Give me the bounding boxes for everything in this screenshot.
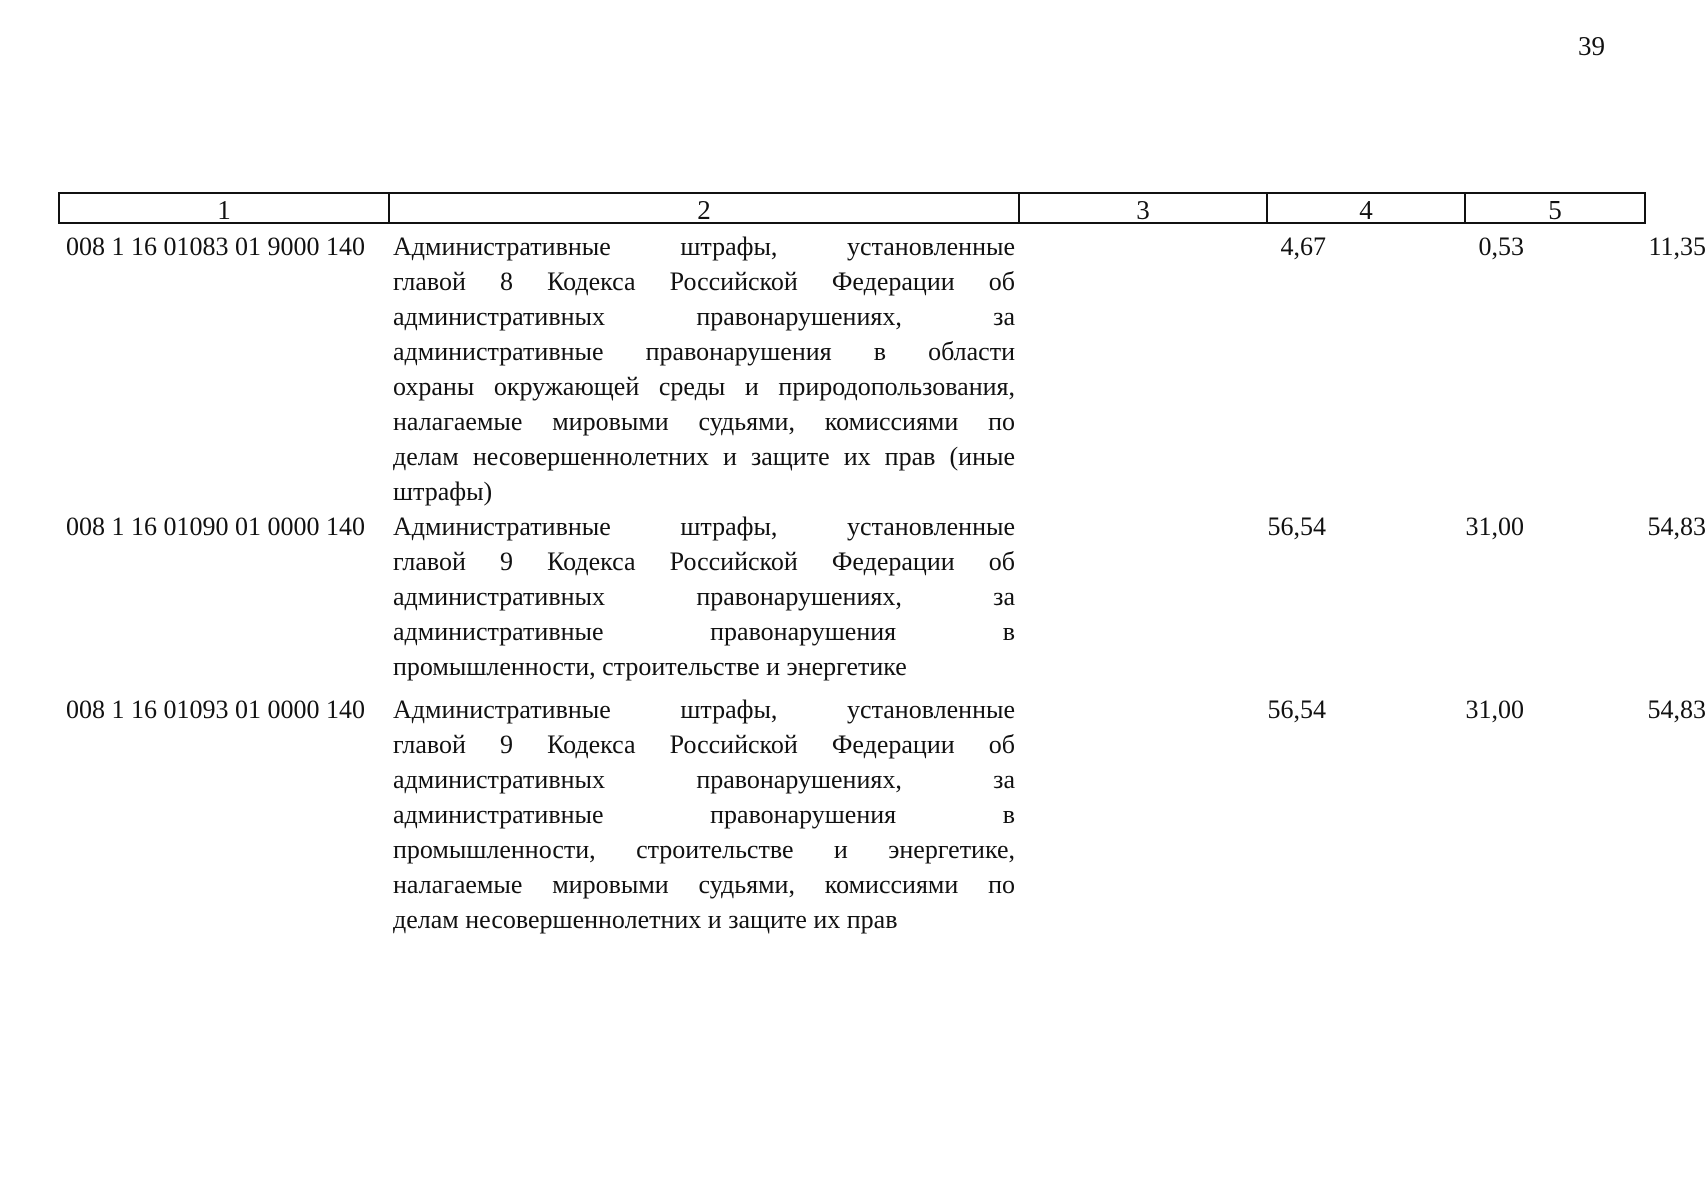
budget-code: 008 1 16 01083 01 9000 140 bbox=[66, 232, 365, 261]
description-line: промышленности, строительстве и энергетике bbox=[393, 652, 907, 681]
description-line: делам несовершеннолетних и защите их прав (иные bbox=[393, 442, 1015, 471]
description-line: главой 9 Кодекса Российской Федерации об bbox=[393, 730, 1015, 759]
value-col4: 31,00 bbox=[1465, 695, 1524, 724]
page-number: 39 bbox=[1578, 31, 1605, 61]
value-col5: 54,83 bbox=[1647, 695, 1706, 724]
description-line: административных правонарушениях, за bbox=[393, 582, 1015, 611]
description-line: Административные штрафы, установленные bbox=[393, 512, 1015, 541]
description-line: Административные штрафы, установленные bbox=[393, 695, 1015, 724]
row-description bbox=[393, 509, 1015, 684]
value-col3: 4,67 bbox=[1280, 232, 1326, 261]
value-col3: 56,54 bbox=[1267, 695, 1326, 724]
header-cell-3: 3 bbox=[1018, 192, 1268, 224]
row-description bbox=[393, 692, 1015, 937]
description-line: налагаемые мировыми судьями, комиссиями по bbox=[393, 407, 1015, 436]
description-line: административные правонарушения в области bbox=[393, 337, 1015, 366]
value-col4: 0,53 bbox=[1478, 232, 1524, 261]
description-line: делам несовершеннолетних и защите их прав bbox=[393, 905, 898, 934]
header-cell-5: 5 bbox=[1464, 192, 1646, 224]
description-line: административных правонарушениях, за bbox=[393, 765, 1015, 794]
description-line: Административные штрафы, установленные bbox=[393, 232, 1015, 261]
header-cell-1: 1 bbox=[58, 192, 390, 224]
description-line: налагаемые мировыми судьями, комиссиями по bbox=[393, 870, 1015, 899]
budget-code: 008 1 16 01090 01 0000 140 bbox=[66, 512, 365, 541]
description-line: главой 8 Кодекса Российской Федерации об bbox=[393, 267, 1015, 296]
description-line: штрафы) bbox=[393, 477, 493, 506]
header-cell-4: 4 bbox=[1266, 192, 1466, 224]
description-line: административных правонарушениях, за bbox=[393, 302, 1015, 331]
row-description bbox=[393, 229, 1015, 509]
value-col3: 56,54 bbox=[1267, 512, 1326, 541]
value-col5: 54,83 bbox=[1647, 512, 1706, 541]
description-line: промышленности, строительстве и энергетике, bbox=[393, 835, 1015, 864]
value-col4: 31,00 bbox=[1465, 512, 1524, 541]
description-line: административные правонарушения в bbox=[393, 617, 1015, 646]
description-line: охраны окружающей среды и природопользования, bbox=[393, 372, 1015, 401]
header-cell-2: 2 bbox=[388, 192, 1020, 224]
description-line: главой 9 Кодекса Российской Федерации об bbox=[393, 547, 1015, 576]
value-col5: 11,35 bbox=[1648, 232, 1706, 261]
description-line: административные правонарушения в bbox=[393, 800, 1015, 829]
budget-code: 008 1 16 01093 01 0000 140 bbox=[66, 695, 365, 724]
table-header bbox=[58, 192, 1648, 226]
